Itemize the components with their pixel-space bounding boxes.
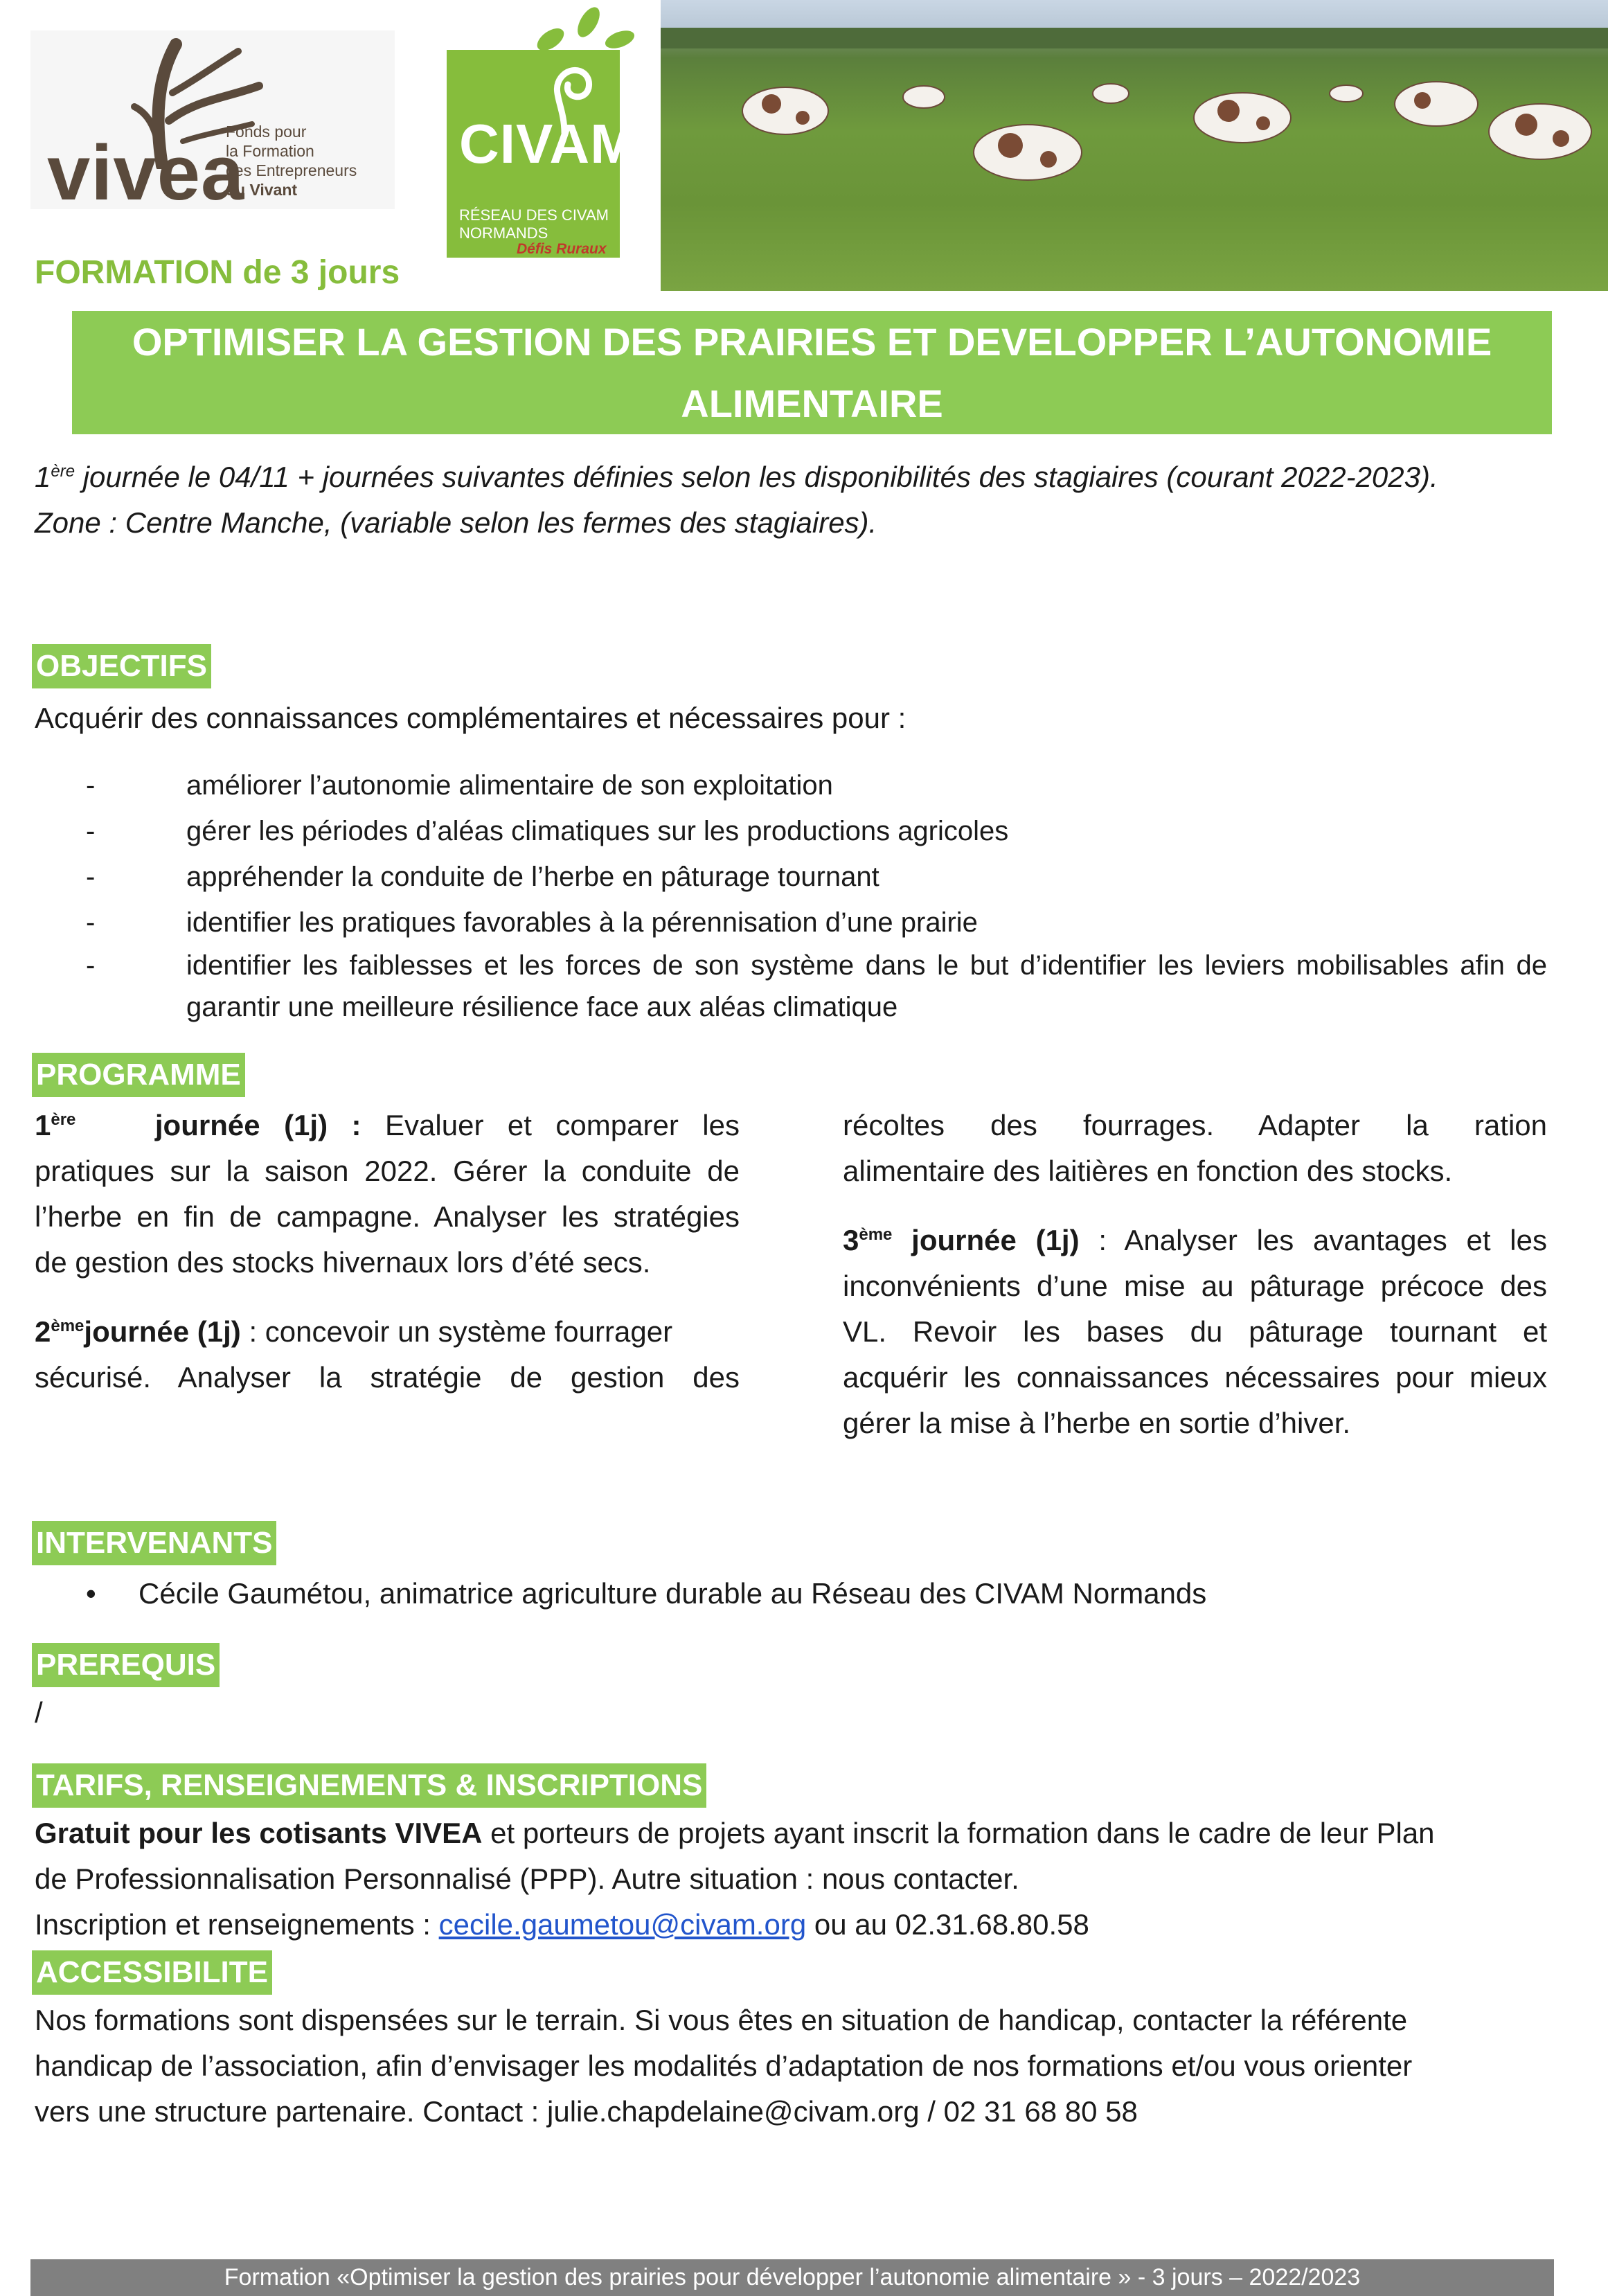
- accessibilite-heading: ACCESSIBILITE: [32, 1950, 272, 1995]
- pasture-cows-photo: [661, 0, 1608, 291]
- civam-defis-ruraux: Défis Ruraux: [517, 241, 607, 257]
- programme-day3: 3ème journée (1j) : Analyser les avantages et les inconvénients d’une mise au pâturage précoce des VL. Revoir les bases du pâturage tournant et acquérir les connaissances nécessaires pour mieux gérer la mise à l’herbe en sortie d’hiver.: [843, 1224, 1548, 1439]
- title-banner: [72, 308, 1552, 434]
- tarifs-line1: Gratuit pour les cotisants VIVEA et porteurs de projets ayant inscrit la formation dans le cadre de leur Plan: [35, 1817, 1435, 1849]
- tarifs-contact: Inscription et renseignements : cecile.gaumetou@civam.org ou au 02.31.68.80.58: [35, 1908, 1089, 1941]
- footer-bar: Formation «Optimiser la gestion des prairies pour développer l’autonomie alimentaire » - 3 jours – 2022/2023: [30, 2259, 1554, 2296]
- civam-wordmark: CIVAM: [459, 113, 637, 175]
- intro-dates: 1ère journée le 04/11 + journées suivantes définies selon les disponibilités des stagiaires (courant 2022-2023).: [35, 461, 1438, 493]
- civam-network: RÉSEAU DES CIVAM NORMANDS: [459, 206, 609, 242]
- prerequis-heading: PREREQUIS: [32, 1643, 220, 1687]
- intervenant-bullet: •: [86, 1577, 96, 1610]
- list-item-continuation: garantir une meilleure résilience face aux aléas climatique: [186, 992, 898, 1022]
- programme-left-column: [35, 1103, 740, 1400]
- list-item: - appréhender la conduite de l’herbe en pâturage tournant: [86, 862, 879, 892]
- accessibilite-line3: vers une structure partenaire. Contact : julie.chapdelaine@civam.org / 02 31 68 80 58: [35, 2095, 1138, 2128]
- programme-right-column: [843, 1103, 1547, 1446]
- vivea-tagline: Fonds pour la Formation des Entrepreneurs du Vivant: [226, 123, 357, 199]
- list-item: - gérer les périodes d’aléas climatiques sur les productions agricoles: [86, 816, 1009, 846]
- programme-heading: PROGRAMME: [32, 1053, 245, 1097]
- vivea-logo: [30, 30, 395, 216]
- list-item: - améliorer l’autonomie alimentaire de son exploitation: [86, 770, 833, 801]
- programme-day2: 2èmejournée (1j) : concevoir un système fourrager sécurisé. Analyser la stratégie de gestion des: [35, 1315, 740, 1394]
- vivea-wordmark: vivea: [47, 130, 245, 216]
- intro-zone: Zone : Centre Manche, (variable selon les fermes des stagiaires).: [35, 506, 877, 539]
- cow-herd-illustration: [661, 0, 1608, 291]
- contact-email-link[interactable]: cecile.gaumetou@civam.org: [438, 1908, 807, 1941]
- list-item: - identifier les pratiques favorables à la pérennisation d’une prairie: [86, 907, 978, 938]
- accessibilite-line1: Nos formations sont dispensées sur le terrain. Si vous êtes en situation de handicap, contacter la référente: [35, 2004, 1408, 2036]
- objectifs-lead: Acquérir des connaissances complémentaires et nécessaires pour :: [35, 702, 906, 734]
- intervenant-item: Cécile Gaumétou, animatrice agriculture durable au Réseau des CIVAM Normands: [139, 1577, 1207, 1610]
- tarifs-line2: de Professionnalisation Personnalisé (PPP). Autre situation : nous contacter.: [35, 1862, 1019, 1895]
- programme-day2-continued: récoltes des fourrages. Adapter la ration alimentaire des laitières en fonction des stocks.: [843, 1109, 1547, 1187]
- objectifs-heading: OBJECTIFS: [32, 644, 211, 688]
- civam-logo: [447, 50, 637, 258]
- formation-duration-label: FORMATION de 3 jours: [35, 254, 400, 291]
- page-title: OPTIMISER LA GESTION DES PRAIRIES ET DEVELOPPER L’AUTONOMIE ALIMENTAIRE: [132, 320, 1492, 425]
- list-item: - identifier les faiblesses et les forces de son système dans le but d’identifier les leviers mobilisables afin de: [86, 950, 1547, 981]
- intervenants-heading: INTERVENANTS: [32, 1521, 276, 1565]
- accessibilite-line2: handicap de l’association, afin d’envisager les modalités d’adaptation de nos formations et/ou vous orienter: [35, 2049, 1413, 2082]
- tarifs-heading: TARIFS, RENSEIGNEMENTS & INSCRIPTIONS: [32, 1763, 706, 1808]
- prerequis-value: /: [35, 1696, 43, 1729]
- programme-day1: 1ère journée (1j) : Evaluer et comparer les pratiques sur la saison 2022. Gérer la conduite de l’herbe en fin de campagne. Analyser les stratégies de gestion des stocks hivernaux lors d’été secs.: [35, 1109, 740, 1279]
